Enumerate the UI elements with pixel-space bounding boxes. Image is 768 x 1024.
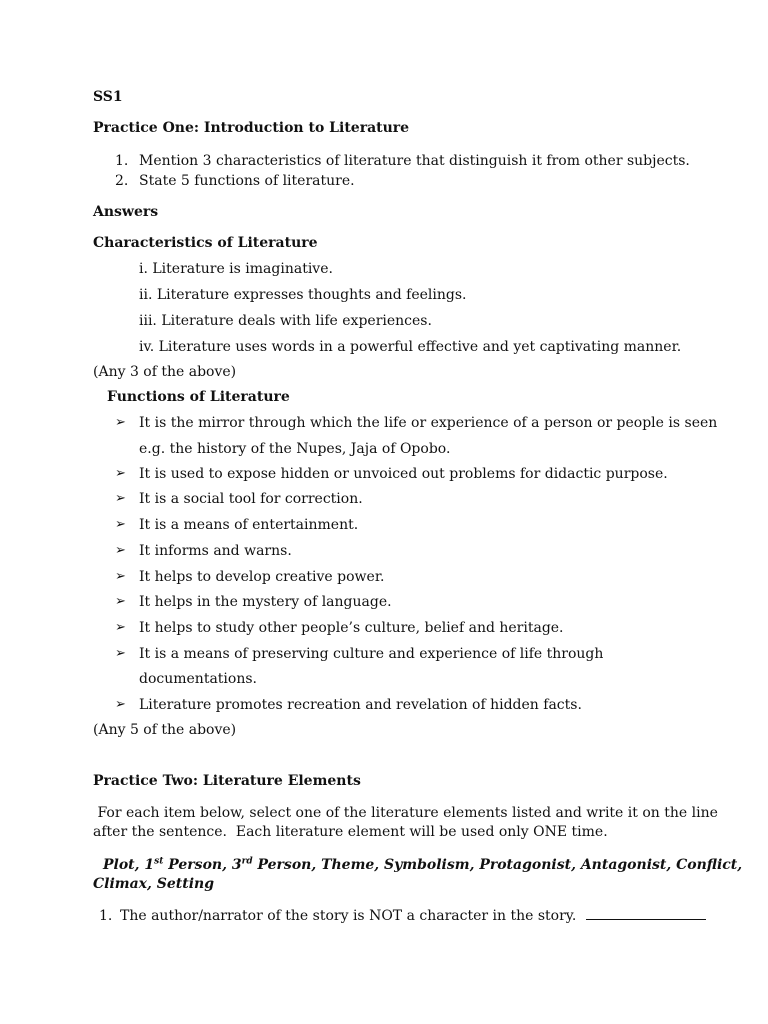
answers-heading: Answers [93, 204, 159, 220]
characteristics-heading: Characteristics of Literature [93, 235, 318, 251]
characteristic-item: iv. Literature uses words in a powerful effective and yet captivating manner. [139, 339, 682, 355]
functions-heading: Functions of Literature [107, 389, 290, 405]
function-item: It is the mirror through which the life or experience of a person or people is seen [139, 415, 718, 431]
elements-list-continuation: Climax, Setting [93, 876, 214, 892]
practice-item-text: The author/narrator of the story is NOT a character in the story. [120, 908, 577, 924]
arrow-bullet-icon: ➢ [115, 697, 126, 712]
arrow-bullet-icon: ➢ [115, 543, 126, 558]
function-item: It is used to expose hidden or unvoiced out problems for didactic purpose. [139, 466, 668, 482]
function-item: It is a means of entertainment. [139, 517, 359, 533]
instructions-line: after the sentence. Each literature element will be used only ONE time. [93, 824, 608, 840]
arrow-bullet-icon: ➢ [115, 620, 126, 635]
arrow-bullet-icon: ➢ [115, 646, 126, 661]
functions-note: (Any 5 of the above) [93, 722, 237, 738]
arrow-bullet-icon: ➢ [115, 517, 126, 532]
arrow-bullet-icon: ➢ [115, 491, 126, 506]
function-item: It is a means of preserving culture and experience of life through [139, 646, 604, 662]
question-number: 2. [115, 173, 129, 189]
question-text: Mention 3 characteristics of literature that distinguish it from other subjects. [139, 153, 690, 169]
elements-text: Person, 3 [163, 857, 242, 873]
arrow-bullet-icon: ➢ [115, 569, 126, 584]
arrow-bullet-icon: ➢ [115, 466, 126, 481]
practice-one-title: Practice One: Introduction to Literature [93, 120, 410, 136]
elements-list [103, 856, 742, 874]
function-item: It helps in the mystery of language. [139, 594, 392, 610]
practice-item [120, 907, 706, 925]
elements-text: Plot, 1 [103, 857, 155, 873]
elements-text: Person, Theme, Symbolism, Protagonist, Antagonist, Conflict, [252, 857, 743, 873]
answer-blank-line[interactable] [586, 907, 706, 920]
instructions-line: For each item below, select one of the literature elements listed and write it on the line [93, 805, 718, 821]
arrow-bullet-icon: ➢ [115, 415, 126, 430]
class-label: SS1 [93, 89, 123, 105]
elements-superscript: rd [241, 856, 253, 867]
practice-two-title: Practice Two: Literature Elements [93, 773, 361, 789]
function-item: It is a social tool for correction. [139, 491, 363, 507]
characteristic-item: iii. Literature deals with life experiences. [139, 313, 432, 329]
function-item: Literature promotes recreation and revelation of hidden facts. [139, 697, 582, 713]
arrow-bullet-icon: ➢ [115, 594, 126, 609]
function-item-continuation: e.g. the history of the Nupes, Jaja of Opobo. [139, 441, 451, 457]
function-item: It helps to develop creative power. [139, 569, 385, 585]
function-item: It informs and warns. [139, 543, 292, 559]
characteristics-note: (Any 3 of the above) [93, 364, 237, 380]
characteristic-item: ii. Literature expresses thoughts and feelings. [139, 287, 467, 303]
question-number: 1. [115, 153, 129, 169]
function-item: It helps to study other people’s culture, belief and heritage. [139, 620, 564, 636]
characteristic-item: i. Literature is imaginative. [139, 261, 333, 277]
question-text: State 5 functions of literature. [139, 173, 355, 189]
item-number: 1. [99, 908, 113, 924]
elements-superscript: st [154, 856, 164, 867]
function-item-continuation: documentations. [139, 671, 257, 687]
